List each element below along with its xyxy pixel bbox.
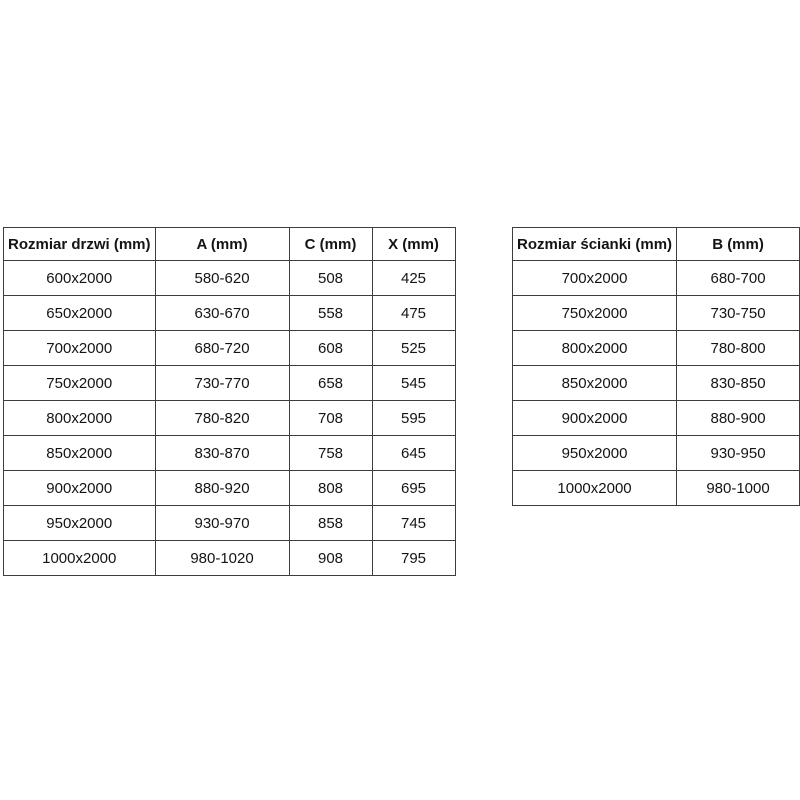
header-row bbox=[4, 228, 456, 261]
table-cell: 800x2000 bbox=[513, 331, 677, 366]
table-cell: 780-820 bbox=[155, 401, 289, 436]
table-cell: 595 bbox=[372, 401, 455, 436]
table-row bbox=[4, 296, 456, 331]
table-cell: 695 bbox=[372, 471, 455, 506]
table-cell: 858 bbox=[289, 506, 372, 541]
table-cell: 658 bbox=[289, 366, 372, 401]
table-cell: 930-970 bbox=[155, 506, 289, 541]
table-cell: 580-620 bbox=[155, 261, 289, 296]
table-cell: 850x2000 bbox=[513, 366, 677, 401]
table-cell: 745 bbox=[372, 506, 455, 541]
header-row bbox=[513, 228, 800, 261]
table-cell: 850x2000 bbox=[4, 436, 156, 471]
table-cell: 1000x2000 bbox=[4, 541, 156, 576]
table-cell: 700x2000 bbox=[4, 331, 156, 366]
table-row bbox=[513, 261, 800, 296]
table-row bbox=[513, 366, 800, 401]
table-row bbox=[513, 401, 800, 436]
table-cell: 425 bbox=[372, 261, 455, 296]
table-cell: 730-750 bbox=[677, 296, 800, 331]
table-cell: 680-720 bbox=[155, 331, 289, 366]
table-cell: 880-900 bbox=[677, 401, 800, 436]
column-header-c: C (mm) bbox=[289, 228, 372, 261]
column-header-b: B (mm) bbox=[677, 228, 800, 261]
table-row bbox=[4, 331, 456, 366]
table-cell: 808 bbox=[289, 471, 372, 506]
table-row bbox=[4, 436, 456, 471]
table-row bbox=[4, 261, 456, 296]
table-cell: 608 bbox=[289, 331, 372, 366]
table-row bbox=[513, 331, 800, 366]
table-cell: 908 bbox=[289, 541, 372, 576]
table-cell: 800x2000 bbox=[4, 401, 156, 436]
table-cell: 700x2000 bbox=[513, 261, 677, 296]
column-header-wall-size: Rozmiar ścianki (mm) bbox=[513, 228, 677, 261]
table-cell: 830-850 bbox=[677, 366, 800, 401]
table-cell: 645 bbox=[372, 436, 455, 471]
table-cell: 830-870 bbox=[155, 436, 289, 471]
table-cell: 650x2000 bbox=[4, 296, 156, 331]
table-cell: 880-920 bbox=[155, 471, 289, 506]
table-cell: 680-700 bbox=[677, 261, 800, 296]
door-sizes-table bbox=[3, 227, 456, 576]
table-cell: 545 bbox=[372, 366, 455, 401]
table-row bbox=[4, 366, 456, 401]
table-cell: 525 bbox=[372, 331, 455, 366]
table-cell: 508 bbox=[289, 261, 372, 296]
table-row bbox=[4, 541, 456, 576]
table-cell: 795 bbox=[372, 541, 455, 576]
column-header-door-size: Rozmiar drzwi (mm) bbox=[4, 228, 156, 261]
table-row bbox=[513, 436, 800, 471]
table-row bbox=[4, 471, 456, 506]
column-header-x: X (mm) bbox=[372, 228, 455, 261]
table-cell: 600x2000 bbox=[4, 261, 156, 296]
table-cell: 750x2000 bbox=[513, 296, 677, 331]
table-cell: 930-950 bbox=[677, 436, 800, 471]
table-row bbox=[513, 471, 800, 506]
wall-sizes-table bbox=[512, 227, 800, 506]
table-cell: 708 bbox=[289, 401, 372, 436]
table-cell: 950x2000 bbox=[513, 436, 677, 471]
table-cell: 980-1020 bbox=[155, 541, 289, 576]
table-cell: 900x2000 bbox=[4, 471, 156, 506]
table-cell: 980-1000 bbox=[677, 471, 800, 506]
table-cell: 900x2000 bbox=[513, 401, 677, 436]
table-cell: 950x2000 bbox=[4, 506, 156, 541]
table-cell: 780-800 bbox=[677, 331, 800, 366]
column-header-a: A (mm) bbox=[155, 228, 289, 261]
table-row bbox=[4, 506, 456, 541]
table-cell: 730-770 bbox=[155, 366, 289, 401]
table-row bbox=[4, 401, 456, 436]
table-row bbox=[513, 296, 800, 331]
table-cell: 475 bbox=[372, 296, 455, 331]
table-cell: 1000x2000 bbox=[513, 471, 677, 506]
table-cell: 630-670 bbox=[155, 296, 289, 331]
table-cell: 558 bbox=[289, 296, 372, 331]
table-cell: 750x2000 bbox=[4, 366, 156, 401]
table-cell: 758 bbox=[289, 436, 372, 471]
